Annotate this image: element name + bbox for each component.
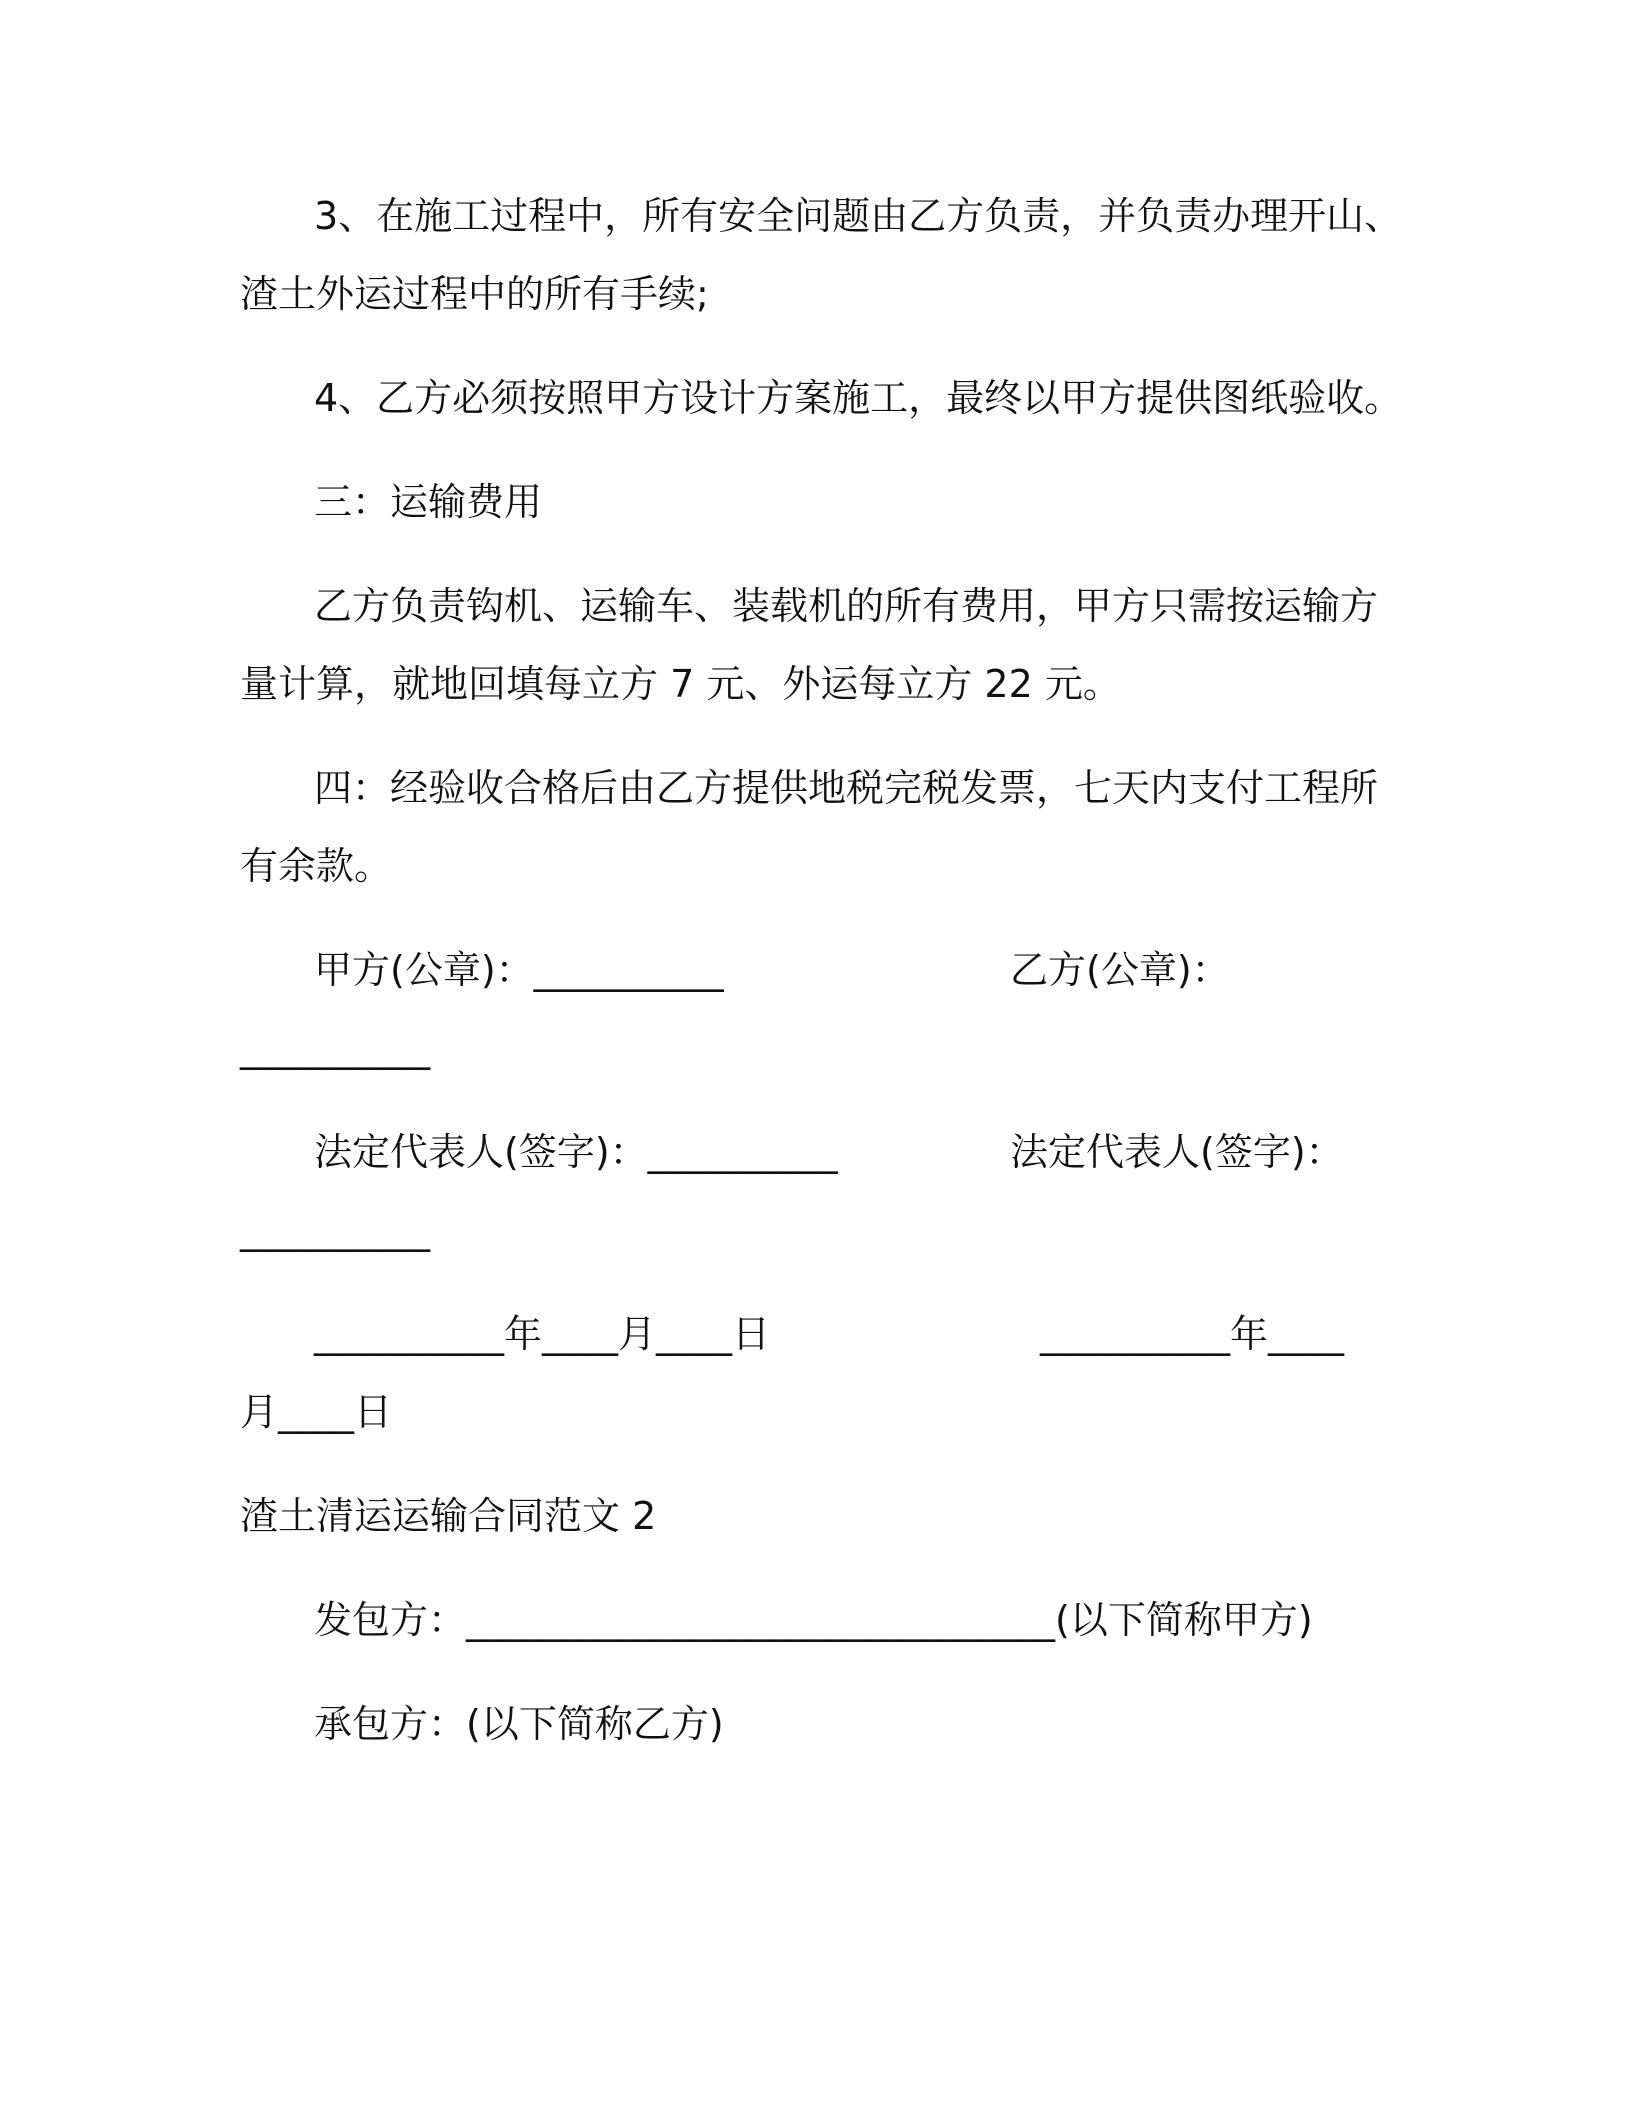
section-3-body-line-1: 乙方负责钩机、运输车、装载机的所有费用，甲方只需按运输方 — [314, 584, 1379, 628]
clause-3-line-2: 渣土外运过程中的所有手续; — [240, 272, 709, 316]
section-4-line-2: 有余款。 — [240, 844, 393, 888]
clause-3-line-1: 3、在施工过程中，所有安全问题由乙方负责，并负责办理开山、 — [314, 194, 1403, 238]
party-b-seal-blank: __________ — [240, 1026, 430, 1070]
section-3-heading: 三：运输费用 — [314, 480, 543, 524]
sample-2-title: 渣土清运运输合同范文 2 — [240, 1494, 657, 1538]
party-b-representative-blank: __________ — [240, 1208, 430, 1252]
party-b-date-field-line-1: __________年____ — [1040, 1312, 1345, 1356]
party-a-representative-field: 法定代表人(签字)：__________ — [314, 1130, 838, 1174]
party-b-representative-label: 法定代表人(签字)： — [1010, 1130, 1344, 1174]
party-a-seal-field: 甲方(公章)：__________ — [314, 948, 724, 992]
clause-4: 4、乙方必须按照甲方设计方案施工，最终以甲方提供图纸验收。 — [314, 376, 1403, 420]
party-b-date-field-line-2: 月____日 — [240, 1390, 393, 1434]
party-a-date-field: __________年____月____日 — [314, 1312, 771, 1356]
party-b-seal-label: 乙方(公章)： — [1010, 948, 1230, 992]
section-3-body-line-2: 量计算，就地回填每立方 7 元、外运每立方 22 元。 — [240, 662, 1121, 706]
contractor-field: 承包方：(以下简称乙方) — [314, 1702, 724, 1746]
section-4-line-1: 四：经验收合格后由乙方提供地税完税发票，七天内支付工程所 — [314, 766, 1379, 810]
employer-field: 发包方：_______________________________(以下简称甲方) — [314, 1598, 1313, 1642]
